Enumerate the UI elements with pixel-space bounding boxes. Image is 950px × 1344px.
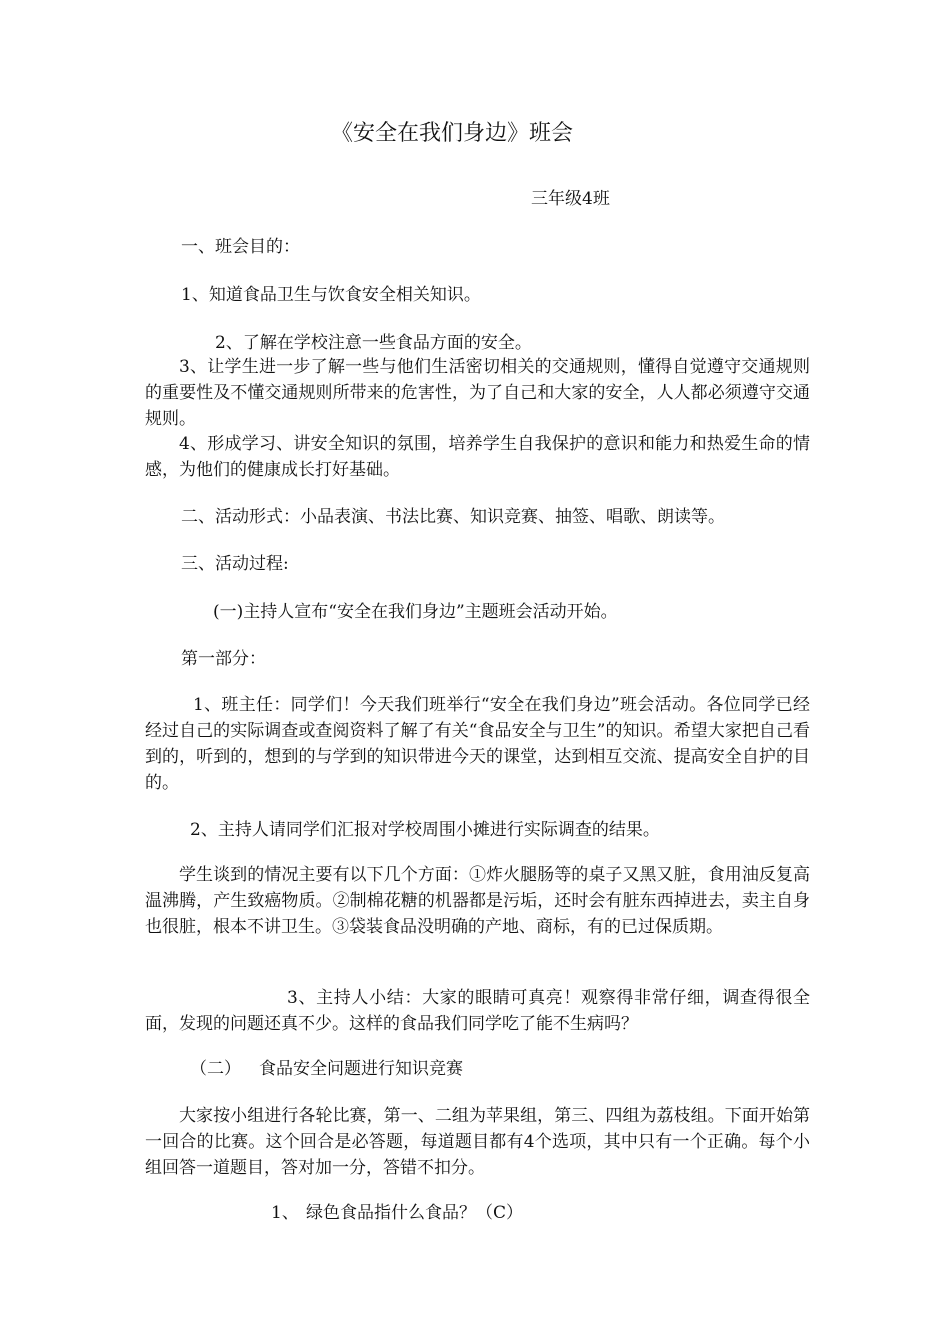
part-1-item-2: 2、主持人请同学们汇报对学校周围小摊进行实际调查的结果。 (190, 820, 660, 840)
goal-item-1: 1、知道食品卫生与饮食安全相关知识。 (181, 285, 481, 305)
goal-item-2: 2、了解在学校注意一些食品方面的安全。 (215, 333, 532, 353)
document-title: 《安全在我们身边》班会 (331, 121, 574, 146)
survey-findings: 学生谈到的情况主要有以下几个方面：①炸火腿肠等的桌子又黑又脏，食用油反复高温沸腾，产生致癌物质。②制棉花糖的机器都是污垢，还时会有脏东西掉进去，卖主自身也很脏，根本不讲卫生。③袋装食品没明确的产地、商标，有的已过保质期。 (145, 865, 810, 937)
part-1-item-3: 3、主持人小结：大家的眼睛可真亮！观察得非常仔细，调查得很全面，发现的问题还真不少。这样的食品我们同学吃了能不生病吗？ (145, 988, 810, 1034)
goal-item-4: 4、形成学习、讲安全知识的氛围，培养学生自我保护的意识和能力和热爱生命的情感，为他们的健康成长打好基础。 (145, 434, 810, 480)
process-step-2-label: （二） (190, 1059, 241, 1079)
section-heading-process: 三、活动过程: (181, 554, 289, 574)
question-1-number: 1、 (271, 1203, 299, 1223)
question-1-text: 绿色食品指什么食品？（C） (306, 1203, 524, 1223)
section-heading-goals: 一、班会目的： (181, 237, 300, 257)
part-1-item-1: 1、班主任：同学们！今天我们班举行“安全在我们身边”班会活动。各位同学已经经过自己的实际调查或查阅资料了解了有关“食品安全与卫生”的知识。希望大家把自己看到的，听到的，想到的与学到的知识带进今天的课堂，达到相互交流、提高安全自护的目的。 (145, 695, 810, 793)
class-name: 三年级4班 (531, 189, 610, 209)
section-activity-forms: 二、活动形式：小品表演、书法比赛、知识竞赛、抽签、唱歌、朗读等。 (181, 507, 725, 527)
process-step-2-text: 食品安全问题进行知识竞赛 (259, 1059, 463, 1079)
part-1-heading: 第一部分： (181, 649, 266, 669)
goal-item-3: 3、让学生进一步了解一些与他们生活密切相关的交通规则，懂得自觉遵守交通规则的重要性及不懂交通规则所带来的危害性，为了自己和大家的安全，人人都必须遵守交通规则。 (145, 357, 810, 429)
process-step-1: (一)主持人宣布“安全在我们身边”主题班会活动开始。 (213, 602, 618, 622)
contest-rules: 大家按小组进行各轮比赛，第一、二组为苹果组，第三、四组为荔枝组。下面开始第一回合的比赛。这个回合是必答题，每道题目都有4个选项，其中只有一个正确。每个小组回答一道题目，答对加一分，答错不扣分。 (145, 1106, 810, 1178)
